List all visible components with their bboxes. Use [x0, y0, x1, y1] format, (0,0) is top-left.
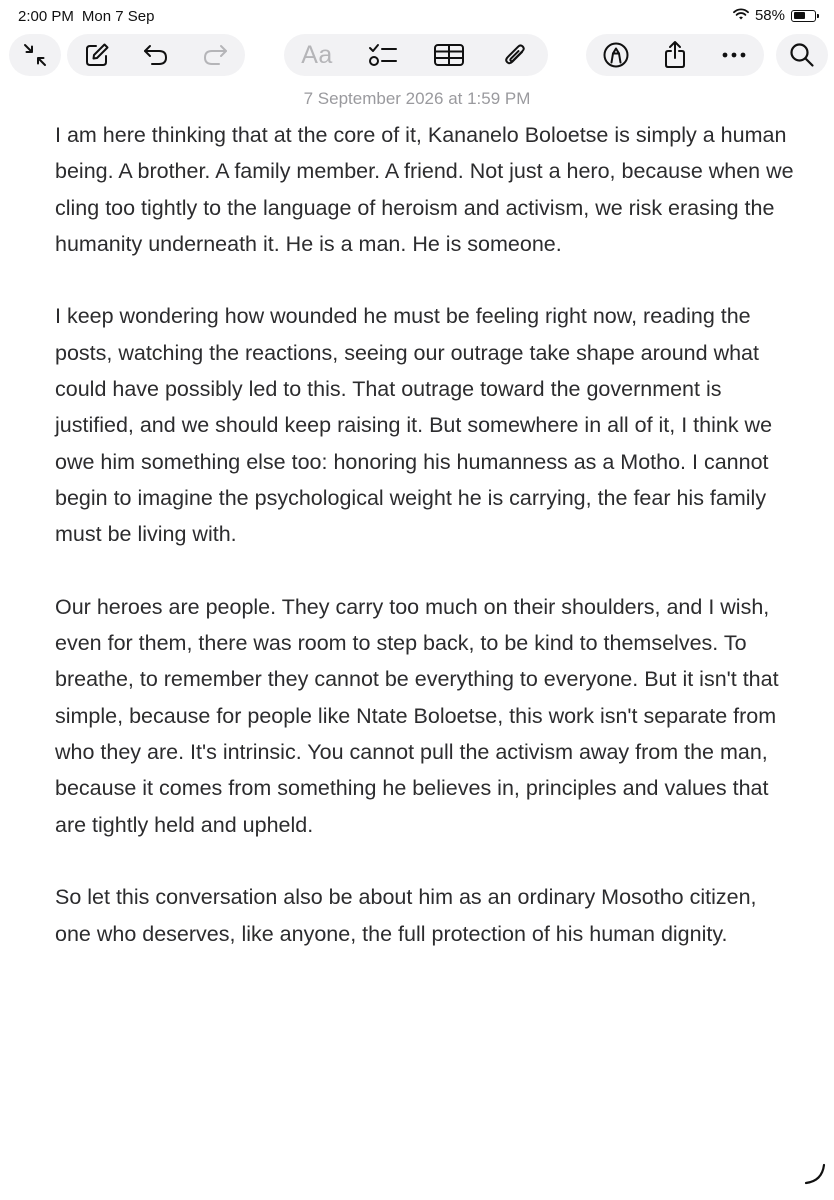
toolbar-group-format — [284, 34, 548, 76]
collapse-arrows-icon[interactable] — [9, 34, 61, 76]
note-paragraph: I am here thinking that at the core of it, Kananelo Boloetse is simply a human being. A brother. A family member. A friend. Not just a hero, because when we cling too tightly to the language of heroism and activism, we risk erasing the humanity underneath it. He is a man. He is someone. — [55, 123, 794, 256]
note-paragraph: I keep wondering how wounded he must be feeling right now, reading the posts, watching the reactions, seeing our outrage take shape around what could have possibly led to this. That outrage toward the government is justified, and we should keep raising it. But somewhere in all of it, I think we owe him something else too: honoring his humanness as a Motho. I cannot begin to imagine the psychological weight he is carrying, the fear his family must be living with. — [55, 304, 773, 547]
format-button[interactable] — [288, 34, 346, 76]
quick-note-corner-icon[interactable] — [804, 1163, 826, 1190]
undo-icon[interactable] — [127, 34, 185, 76]
table-icon[interactable] — [420, 34, 478, 76]
toolbar-group-edit — [67, 34, 245, 76]
battery-fill — [794, 12, 806, 19]
battery-icon — [791, 10, 816, 22]
status-date: Mon 7 Sep — [81, 8, 155, 25]
battery-percent: 58% — [754, 7, 785, 24]
note-body[interactable] — [55, 117, 795, 988]
search-icon[interactable] — [776, 34, 828, 76]
share-icon[interactable] — [646, 34, 704, 76]
format-label: Aa — [301, 40, 333, 69]
toolbar-group-search — [776, 34, 828, 76]
status-right — [733, 7, 816, 24]
toolbar-group-collapse — [9, 34, 61, 76]
paperclip-icon[interactable] — [486, 34, 544, 76]
status-bar — [0, 0, 834, 34]
toolbar — [0, 34, 834, 80]
note-paragraph: Our heroes are people. They carry too much on their shoulders, and I wish, even for them, there was room to step back, to be kind to themselves. To breathe, to remember they cannot be everything to everyone. But it isn't that simple, because for people like Ntate Boloetse, this work isn't separate from who they are. It's intrinsic. You cannot pull the activism away from the man, because it comes from something he believes in, principles and values that are tightly held and upheld. — [55, 594, 779, 837]
redo-icon[interactable] — [186, 34, 244, 76]
checklist-icon[interactable] — [354, 34, 412, 76]
markup-pen-icon[interactable] — [587, 34, 645, 76]
wifi-icon — [733, 7, 749, 24]
compose-icon[interactable] — [68, 34, 126, 76]
status-time: 2:00 PM — [18, 8, 74, 25]
more-icon[interactable] — [705, 34, 763, 76]
note-paragraph: So let this conversation also be about him as an ordinary Mosotho citizen, one who deserves, like anyone, the full protection of his human dignity. — [55, 885, 757, 946]
status-left — [18, 8, 154, 25]
note-date: 7 September 2026 at 1:59 PM — [303, 89, 531, 108]
toolbar-group-actions — [586, 34, 764, 76]
